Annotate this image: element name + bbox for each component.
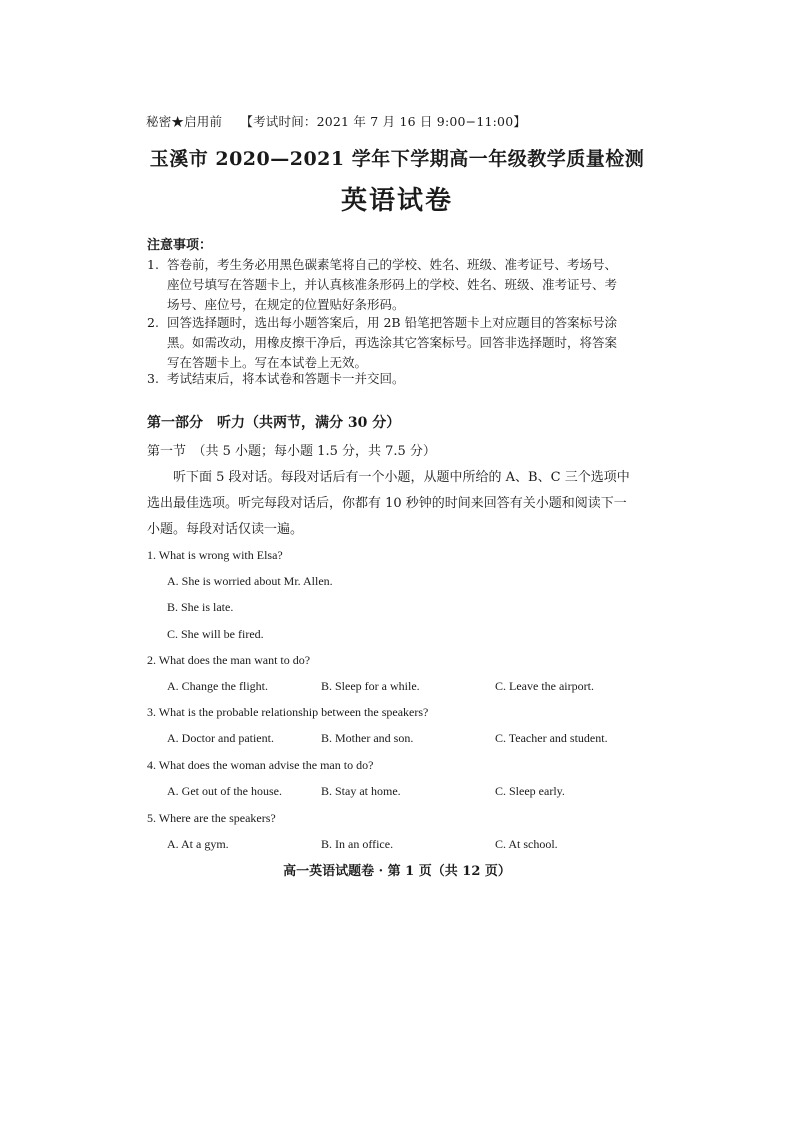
section-heading: 第一节 （共 5 小题；每小题 1.5 分，共 7.5 分）: [147, 444, 436, 459]
answer-option: C. She will be fired.: [167, 627, 264, 641]
answer-option: C. At school.: [495, 837, 558, 851]
answer-option: B. She is late.: [167, 600, 234, 614]
answer-option: C. Sleep early.: [495, 784, 565, 798]
answer-option: B. In an office.: [321, 837, 394, 851]
notice-item: [147, 255, 631, 315]
notice-item: [147, 313, 631, 373]
answer-option: B. Stay at home.: [321, 784, 401, 798]
exam-header: [146, 112, 540, 130]
answer-option: A. She is worried about Mr. Allen.: [167, 574, 333, 588]
answer-option: B. Mother and son.: [321, 731, 414, 745]
notice-item-number: 3.: [147, 371, 159, 386]
notice-item-number: 1.: [147, 257, 159, 272]
exam-subject-title: 英语试卷: [340, 186, 453, 216]
exam-time: 【考试时间：2021 年 7 月 16 日 9:00−11:00】: [240, 114, 527, 129]
question-text: 4. What does the woman advise the man to do?: [147, 758, 374, 772]
answer-option: C. Leave the airport.: [495, 679, 594, 693]
page-footer: 高一英语试题卷 · 第 1 页（共 12 页）: [283, 864, 511, 879]
notice-item-text: 考试结束后，将本试卷和答题卡一并交回。: [167, 371, 405, 386]
answer-option: C. Teacher and student.: [495, 731, 608, 745]
notice-item: [147, 369, 631, 389]
notice-heading: 注意事项：: [147, 238, 213, 253]
answer-option: A. Doctor and patient.: [167, 731, 274, 745]
notice-item-text: 答卷前，考生务必用黑色碳素笔将自己的学校、姓名、班级、准考证号、考场号、座位号填写在答题卡上，并认真核准条形码上的学校、姓名、班级、准考证号、考场号、座位号，在规定的位置贴好条形码。: [167, 257, 618, 312]
notice-item-text: 回答选择题时，选出每小题答案后，用 2B 铅笔把答题卡上对应题目的答案标号涂黑。如需改动，用橡皮擦干净后，再选涂其它答案标号。回答非选择题时，将答案写在答题卡上。写在本试卷上无效。: [167, 315, 618, 370]
secrecy-label: 秘密★启用前: [146, 114, 223, 129]
listening-instructions: 听下面 5 段对话。每段对话后有一个小题，从题中所给的 A、B、C 三个选项中选出最佳选项。听完每段对话后，你都有 10 秒钟的时间来回答有关小题和阅读下一小题。每段对话仅读一遍。: [147, 470, 630, 537]
exam-title: 玉溪市 2020—2021 学年下学期高一年级教学质量检测: [149, 148, 645, 170]
part-heading: 第一部分 听力（共两节，满分 30 分）: [147, 415, 401, 431]
question-text: 5. Where are the speakers?: [147, 811, 276, 825]
answer-option: A. At a gym.: [167, 837, 229, 851]
answer-option: A. Get out of the house.: [167, 784, 282, 798]
question-text: 3. What is the probable relationship between the speakers?: [147, 705, 429, 719]
notice-item-number: 2.: [147, 315, 159, 330]
question-text: 1. What is wrong with Elsa?: [147, 548, 283, 562]
answer-option: A. Change the flight.: [167, 679, 268, 693]
answer-option: B. Sleep for a while.: [321, 679, 420, 693]
question-text: 2. What does the man want to do?: [147, 653, 311, 667]
